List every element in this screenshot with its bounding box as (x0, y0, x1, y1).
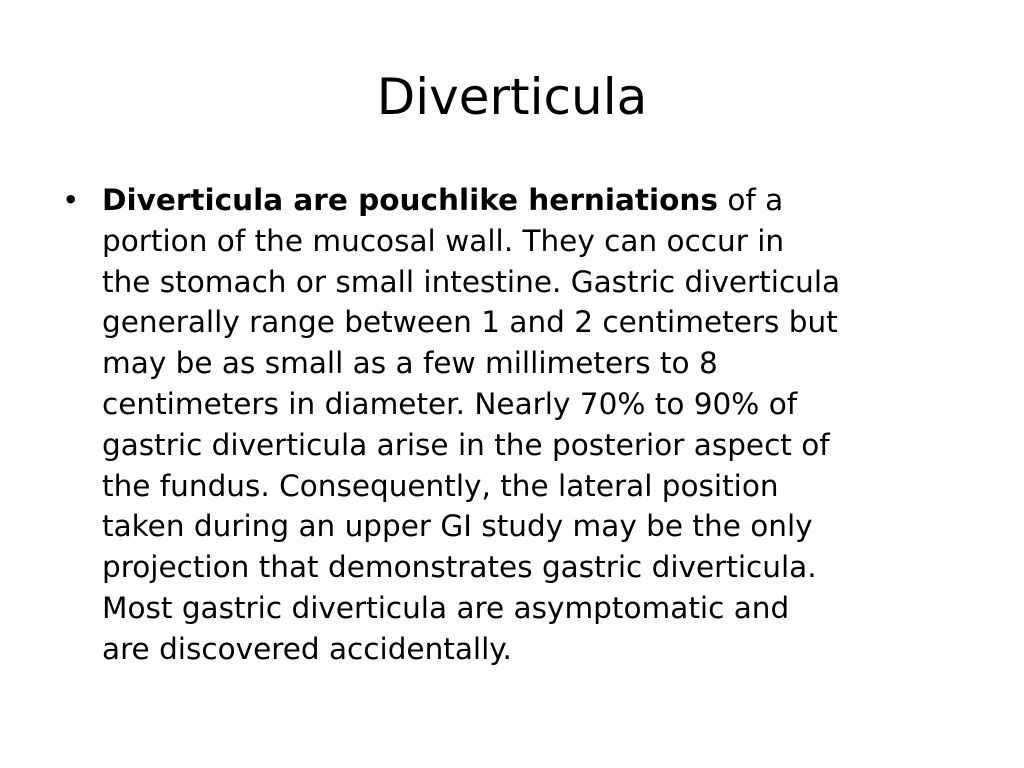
bullet-line-3: the stomach or small intestine. Gastric diverticula (102, 264, 841, 299)
bullet-line-8: the fundus. Consequently, the lateral position (102, 468, 779, 503)
slide-title: Diverticula (376, 68, 648, 126)
bullet-line-10: projection that demonstrates gastric diverticula. (102, 550, 817, 585)
bullet-line-6: centimeters in diameter. Nearly 70% to 90% of (102, 386, 798, 421)
bullet-line-9: taken during an upper GI study may be the only (102, 509, 813, 544)
bullet-line-5: may be as small as a few millimeters to 8 (102, 346, 718, 381)
bullet-line-4: generally range between 1 and 2 centimeters but (102, 305, 838, 340)
bullet-marker: • (62, 183, 80, 217)
bullet-line-11: Most gastric diverticula are asymptomatic and (102, 590, 790, 625)
slide-body (62, 180, 962, 670)
bullet-line-12: are discovered accidentally. (102, 631, 512, 666)
bullet-line-7: gastric diverticula arise in the posterior aspect of (102, 427, 830, 462)
bullet-line-1 (102, 180, 962, 221)
bullet-line-2: portion of the mucosal wall. They can occur in (102, 223, 785, 258)
bullet-line-1-rest: of a (717, 183, 784, 217)
bullet-bold-lead: Diverticula are pouchlike herniations (102, 183, 718, 217)
bullet-item (62, 180, 962, 670)
